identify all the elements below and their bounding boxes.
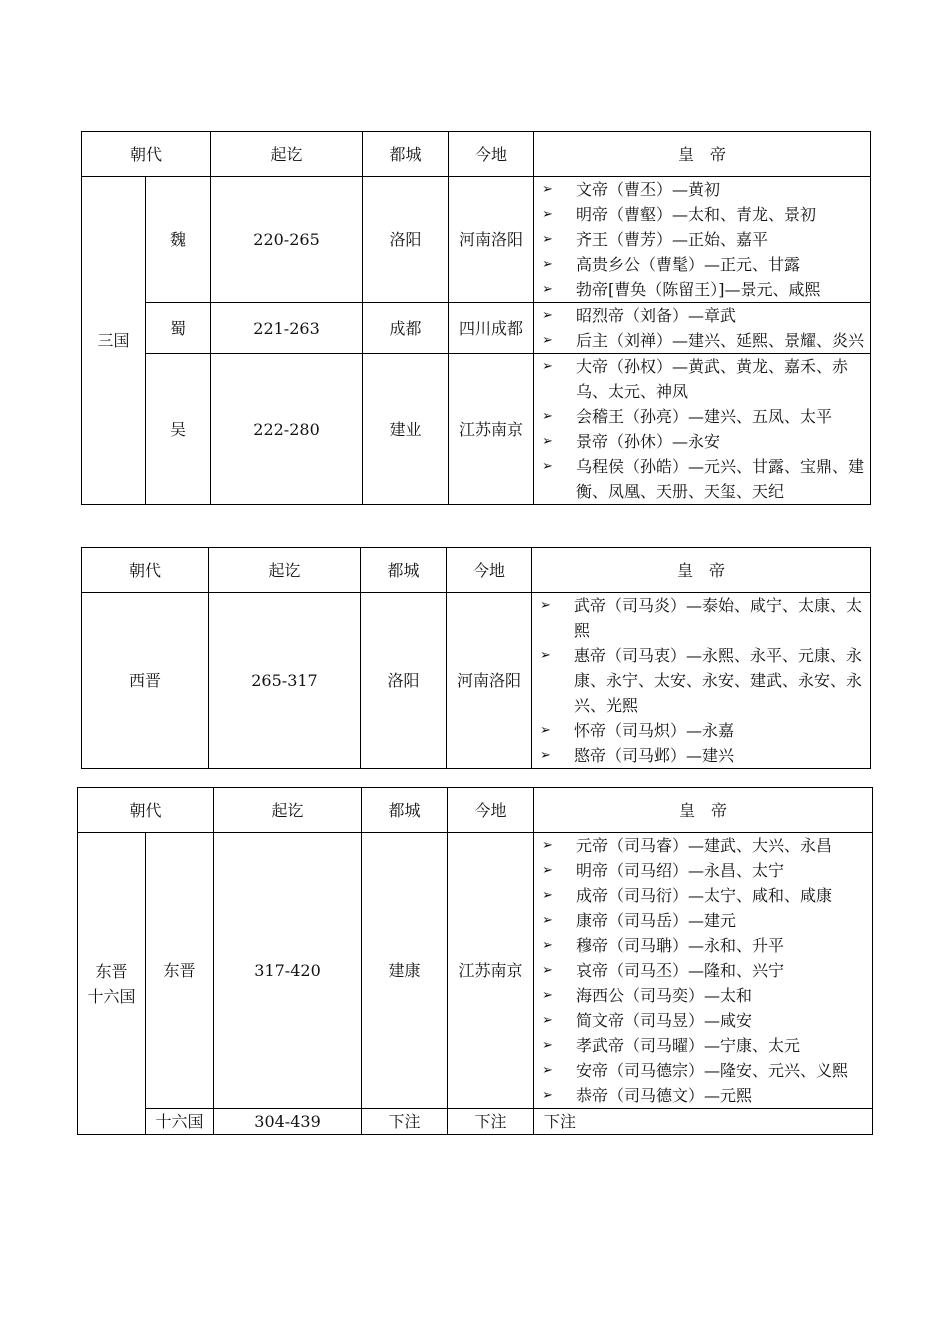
- emperor-list: [542, 354, 866, 504]
- arrow-bullet-icon: ➢: [542, 888, 553, 903]
- header-period: 起讫: [211, 132, 363, 177]
- arrow-bullet-icon: ➢: [542, 1063, 553, 1078]
- emperor-item: [542, 429, 866, 454]
- emperor-item: [542, 908, 868, 933]
- emperor-text: 勃帝[曹奂（陈留王）]—景元、咸熙: [576, 280, 821, 299]
- dynasty-wu: 吴: [146, 354, 211, 505]
- period-wu: 222-280: [211, 354, 363, 505]
- dynasty-wei: 魏: [146, 177, 211, 303]
- emperor-item: [542, 177, 866, 202]
- emperor-item: [542, 958, 868, 983]
- header-dynasty: 朝代: [82, 132, 211, 177]
- arrow-bullet-icon: ➢: [542, 963, 553, 978]
- emperor-list: [542, 177, 866, 302]
- arrow-bullet-icon: ➢: [542, 1038, 553, 1053]
- emperor-text: 会稽王（孙亮）—建兴、五凤、太平: [576, 407, 833, 426]
- emperor-item: [542, 252, 866, 277]
- present-wei: 河南洛阳: [449, 177, 534, 303]
- emperor-item: [540, 643, 866, 718]
- header-capital: 都城: [363, 132, 449, 177]
- header-present: 今地: [449, 132, 534, 177]
- arrow-bullet-icon: ➢: [542, 282, 553, 297]
- group-eastern-jin-sixteen: 东晋 十六国: [78, 833, 146, 1135]
- emperor-item: [542, 227, 866, 252]
- emperors-eastern-jin: [534, 833, 873, 1109]
- header-dynasty: 朝代: [82, 548, 209, 593]
- arrow-bullet-icon: ➢: [542, 988, 553, 1003]
- header-emperor: 皇 帝: [532, 548, 871, 593]
- header-period: 起讫: [209, 548, 361, 593]
- header-capital: 都城: [362, 788, 448, 833]
- arrow-bullet-icon: ➢: [542, 232, 553, 247]
- arrow-bullet-icon: ➢: [542, 409, 553, 424]
- capital-sixteen-kingdoms: 下注: [362, 1109, 448, 1135]
- arrow-bullet-icon: ➢: [540, 648, 551, 663]
- emperor-item: [540, 593, 866, 643]
- three-kingdoms-table: [81, 131, 871, 505]
- emperor-item: [542, 883, 868, 908]
- arrow-bullet-icon: ➢: [542, 207, 553, 222]
- emperor-item: [540, 743, 866, 768]
- emperor-text: 乌程侯（孙皓）—元兴、甘露、宝鼎、建衡、凤凰、天册、天玺、天纪: [576, 457, 865, 501]
- capital-wu: 建业: [363, 354, 449, 505]
- emperor-text: 愍帝（司马邺）—建兴: [574, 746, 735, 765]
- emperor-text: 景帝（孙休）—永安: [576, 432, 721, 451]
- emperor-text: 昭烈帝（刘备）—章武: [576, 306, 737, 325]
- arrow-bullet-icon: ➢: [540, 748, 551, 763]
- arrow-bullet-icon: ➢: [542, 863, 553, 878]
- emperor-item: [542, 833, 868, 858]
- emperor-text: 穆帝（司马聃）—永和、升平: [576, 936, 785, 955]
- arrow-bullet-icon: ➢: [540, 723, 551, 738]
- emperor-item: [542, 1033, 868, 1058]
- emperor-list: [540, 593, 866, 768]
- emperor-item: [542, 354, 866, 404]
- period-sixteen-kingdoms: 304-439: [214, 1109, 362, 1135]
- header-dynasty: 朝代: [78, 788, 214, 833]
- capital-eastern-jin: 建康: [362, 833, 448, 1109]
- dynasty-shu: 蜀: [146, 303, 211, 354]
- arrow-bullet-icon: ➢: [542, 308, 553, 323]
- arrow-bullet-icon: ➢: [542, 1088, 553, 1103]
- arrow-bullet-icon: ➢: [542, 913, 553, 928]
- arrow-bullet-icon: ➢: [542, 459, 553, 474]
- header-present: 今地: [448, 788, 534, 833]
- emperor-item: [542, 933, 868, 958]
- header-emperor: 皇 帝: [534, 132, 871, 177]
- western-jin-table: [81, 547, 871, 769]
- arrow-bullet-icon: ➢: [542, 434, 553, 449]
- header-period: 起讫: [214, 788, 362, 833]
- emperor-item: [542, 1083, 868, 1108]
- emperor-item: [540, 718, 866, 743]
- eastern-jin-table: [77, 787, 873, 1135]
- emperor-text: 孝武帝（司马曜）—宁康、太元: [576, 1036, 801, 1055]
- arrow-bullet-icon: ➢: [542, 938, 553, 953]
- emperor-item: [542, 202, 866, 227]
- emperors-wu: [534, 354, 871, 505]
- emperors-shu: [534, 303, 871, 354]
- arrow-bullet-icon: ➢: [540, 598, 551, 613]
- present-wu: 江苏南京: [449, 354, 534, 505]
- emperor-list: [542, 833, 868, 1108]
- present-sixteen-kingdoms: 下注: [448, 1109, 534, 1135]
- capital-shu: 成都: [363, 303, 449, 354]
- emperors-sixteen-kingdoms: 下注: [534, 1109, 873, 1135]
- emperor-item: [542, 277, 866, 302]
- emperor-item: [542, 303, 866, 328]
- emperor-text: 明帝（司马绍）—永昌、太宁: [576, 861, 785, 880]
- emperor-item: [542, 858, 868, 883]
- emperors-wei: [534, 177, 871, 303]
- emperor-text: 元帝（司马睿）—建武、大兴、永昌: [576, 836, 833, 855]
- emperor-text: 高贵乡公（曹髦）—正元、甘露: [576, 255, 801, 274]
- present-shu: 四川成都: [449, 303, 534, 354]
- emperor-text: 海西公（司马奕）—太和: [576, 986, 753, 1005]
- emperor-list: [542, 303, 866, 353]
- present-eastern-jin: 江苏南京: [448, 833, 534, 1109]
- emperor-item: [542, 983, 868, 1008]
- header-present: 今地: [447, 548, 532, 593]
- emperor-text: 康帝（司马岳）—建元: [576, 911, 737, 930]
- emperors-western-jin: [532, 593, 871, 769]
- present-western-jin: 河南洛阳: [447, 593, 532, 769]
- period-western-jin: 265-317: [209, 593, 361, 769]
- emperor-text: 大帝（孙权）—黄武、黄龙、嘉禾、赤乌、太元、神凤: [576, 357, 849, 401]
- emperor-item: [542, 1058, 868, 1083]
- emperor-item: [542, 328, 866, 353]
- capital-western-jin: 洛阳: [361, 593, 447, 769]
- arrow-bullet-icon: ➢: [542, 838, 553, 853]
- emperor-item: [542, 1008, 868, 1033]
- header-capital: 都城: [361, 548, 447, 593]
- arrow-bullet-icon: ➢: [542, 333, 553, 348]
- dynasty-sixteen-kingdoms: 十六国: [146, 1109, 214, 1135]
- emperor-text: 恭帝（司马德文）—元熙: [576, 1086, 753, 1105]
- dynasty-eastern-jin: 东晋: [146, 833, 214, 1109]
- arrow-bullet-icon: ➢: [542, 359, 553, 374]
- emperor-text: 怀帝（司马炽）—永嘉: [574, 721, 735, 740]
- emperor-text: 成帝（司马衍）—太宁、咸和、咸康: [576, 886, 833, 905]
- emperor-text: 齐王（曹芳）—正始、嘉平: [576, 230, 769, 249]
- group-three-kingdoms: 三国: [82, 177, 146, 505]
- emperor-item: [542, 454, 866, 504]
- header-emperor: 皇 帝: [534, 788, 873, 833]
- emperor-text: 明帝（曹壑）—太和、青龙、景初: [576, 205, 817, 224]
- emperor-text: 后主（刘禅）—建兴、延熙、景耀、炎兴: [576, 331, 865, 350]
- emperor-text: 武帝（司马炎）—泰始、咸宁、太康、太熙: [574, 596, 863, 640]
- emperor-text: 文帝（曹丕）—黄初: [576, 180, 721, 199]
- emperor-text: 安帝（司马德宗）—隆安、元兴、义熙: [576, 1061, 849, 1080]
- period-eastern-jin: 317-420: [214, 833, 362, 1109]
- arrow-bullet-icon: ➢: [542, 257, 553, 272]
- emperor-text: 简文帝（司马昱）—咸安: [576, 1011, 753, 1030]
- period-shu: 221-263: [211, 303, 363, 354]
- emperor-text: 哀帝（司马丕）—隆和、兴宁: [576, 961, 785, 980]
- period-wei: 220-265: [211, 177, 363, 303]
- arrow-bullet-icon: ➢: [542, 1013, 553, 1028]
- emperor-text: 惠帝（司马衷）—永熙、永平、元康、永康、永宁、太安、永安、建武、永安、永兴、光熙: [574, 646, 863, 715]
- arrow-bullet-icon: ➢: [542, 182, 553, 197]
- emperor-item: [542, 404, 866, 429]
- dynasty-western-jin: 西晋: [82, 593, 209, 769]
- capital-wei: 洛阳: [363, 177, 449, 303]
